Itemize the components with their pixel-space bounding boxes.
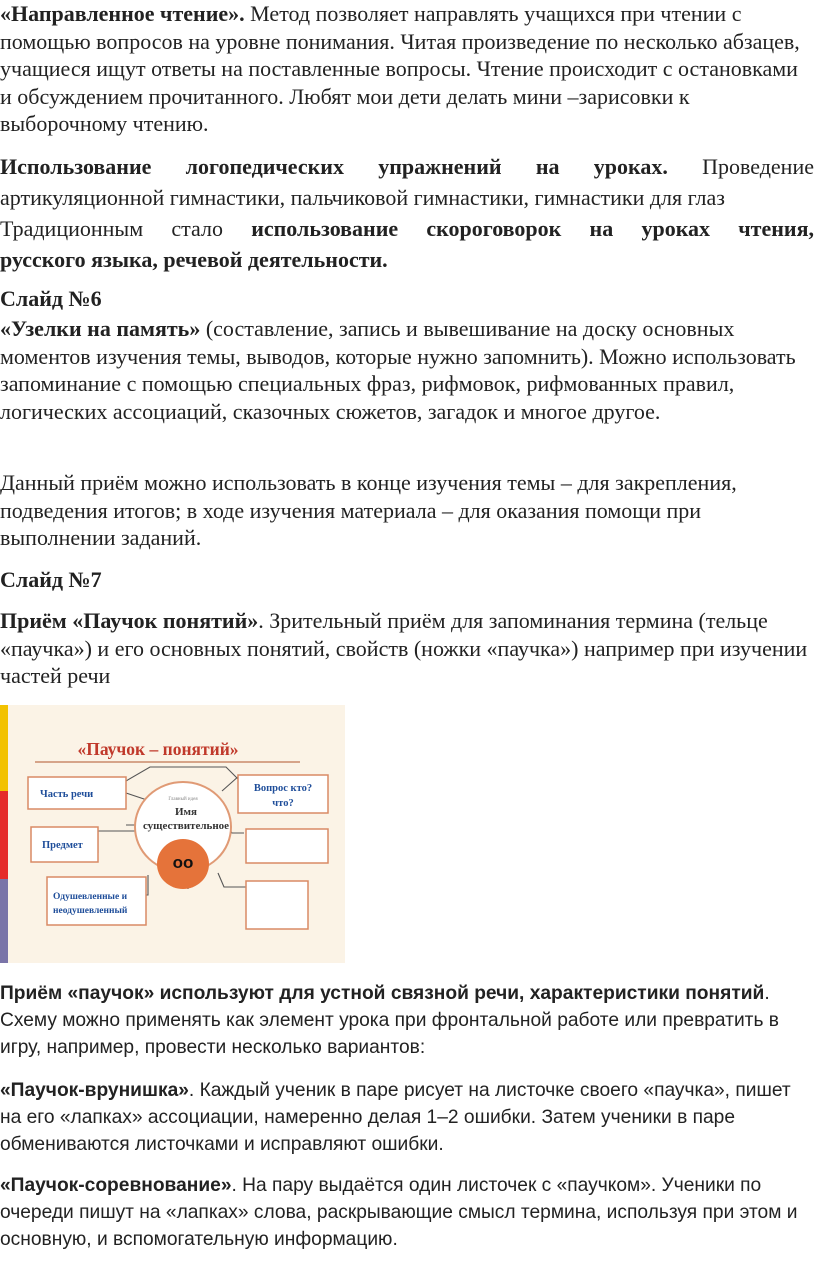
term-spider-usage: Приём «паучок» используют для устной связной речи, характеристики понятий	[0, 983, 765, 1004]
paragraph-spider-liar	[0, 1077, 814, 1158]
slide-heading-7: Слайд №7	[0, 567, 102, 592]
box-question-label-2: что?	[272, 798, 294, 809]
paragraph-text: . Схему можно применять как элемент урока при фронтальной работе или превратить в игру, например, провести несколько вариантов:	[0, 983, 779, 1058]
term-spider-competition: «Паучок-соревнование»	[0, 1175, 232, 1196]
paragraph-text: Метод позволяет направлять учащихся при чтении с помощью вопросов на уровне понимания. Читая произведение по несколько абзацев, учащиеся ищут ответы на поставленные вопросы. Чтение происходит с остановками и обсуждением прочитанного. Любят мои дети делать мини –зарисовки к выборочному чтению.	[0, 1, 800, 136]
spider-eyes: oo	[172, 853, 194, 872]
line: артикуляционной гимнастики, пальчиковой гимнастики, гимнастики для глаз	[0, 185, 725, 210]
paragraph-text: . На пару выдаётся один листочек с «паучком». Ученики по очереди пишут на «лапках» слова, раскрывающие смысл термина, используя при этом и основную, и вспомогательную информацию.	[0, 1175, 798, 1250]
paragraph-text: (составление, запись и вывешивание на доску основных моментов изучения темы, выводов, которые нужно запомнить). Можно использовать запоминание с помощью специальных фраз, рифмовок, рифмованных правил, логических ассоциаций, сказочных сюжетов, загадок и многое другое.	[0, 316, 796, 424]
paragraph-usage: Данный приём можно использовать в конце изучения темы – для закрепления, подведения итогов; в ходе изучения материала – для оказания помощи при выполнении заданий.	[0, 470, 737, 550]
box-object-label: Предмет	[42, 840, 83, 851]
term-subjects: русского языка, речевой деятельности.	[0, 247, 388, 272]
paragraph-memory-knots	[0, 315, 814, 425]
term-spider-concepts: Приём «Паучок понятий»	[0, 608, 259, 633]
paragraph-text: . Зрительный приём для запоминания термина (тельце «паучка») и его основных понятий, свойств (ножки «паучка») например при изучении частей речи	[0, 608, 808, 688]
line	[0, 151, 814, 182]
box-empty-2	[246, 881, 308, 929]
line-text: Проведение	[667, 154, 814, 179]
paragraph-spider-concepts	[0, 607, 814, 690]
box-part-of-speech-label: Часть речи	[40, 789, 94, 800]
paragraph-spider-usage	[0, 980, 814, 1061]
box-animate-label: Одушевленные и	[53, 892, 128, 902]
diagram-drawing	[0, 705, 345, 963]
line	[0, 213, 814, 244]
term-memory-knots: «Узелки на память»	[0, 316, 201, 341]
paragraph-speech-exercises	[0, 151, 814, 275]
line	[0, 244, 814, 275]
box-animate-label-2: неодушевленный	[53, 906, 128, 916]
term-speech-exercises: Использование логопедических упражнений на уроках.	[0, 154, 668, 179]
box-empty-1	[246, 829, 328, 863]
box-question-label-1: Вопрос кто?	[253, 783, 313, 794]
center-caption: Главный идея	[168, 797, 198, 802]
line-text: Традиционным стало	[0, 216, 252, 241]
paragraph-directed-reading	[0, 0, 814, 138]
diagram-title: «Паучок – понятий»	[77, 739, 239, 759]
paragraph-spider-competition	[0, 1172, 814, 1253]
spider-concepts-diagram	[0, 705, 345, 963]
center-line-2: существительное	[142, 820, 230, 832]
paragraph-text: . Каждый ученик в паре рисует на листочке своего «паучка», пишет на его «лапках» ассоциации, намеренно делая 1–2 ошибки. Затем ученики в паре обмениваются листочками и исправляют ошибки.	[0, 1080, 791, 1155]
center-line-1: Имя	[175, 806, 197, 818]
slide-heading-6: Слайд №6	[0, 286, 102, 311]
term-tongue-twisters: использование скороговорок на уроках чтения,	[251, 216, 814, 241]
term-spider-liar: «Паучок-врунишка»	[0, 1080, 189, 1101]
term-directed-reading: «Направленное чтение».	[0, 1, 245, 26]
